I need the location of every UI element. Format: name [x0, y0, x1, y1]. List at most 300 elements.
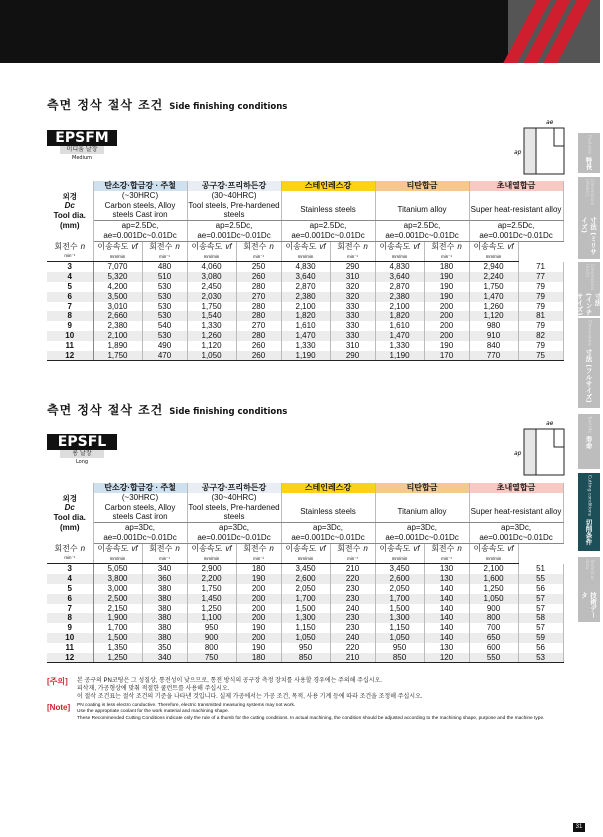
rpm-cell: 700 — [469, 623, 518, 633]
feed-cell: 75 — [518, 351, 563, 361]
tool-diameter-cell: 10 — [47, 633, 93, 643]
rpm-cell: 4,060 — [187, 262, 236, 272]
feed-cell: 290 — [330, 262, 375, 272]
column-unit: min⁻¹ — [159, 555, 170, 561]
feed-cell: 140 — [424, 584, 469, 594]
tool-diameter-cell: 6 — [47, 292, 93, 302]
column-label: 회전수 — [54, 241, 78, 251]
rpm-cell: 2,600 — [281, 574, 330, 584]
table-body — [47, 262, 563, 361]
rpm-cell: 2,870 — [281, 282, 330, 292]
feed-cell: 330 — [330, 311, 375, 321]
rpm-cell: 1,250 — [469, 584, 518, 594]
feed-cell: 380 — [142, 604, 187, 614]
note-line-en: Use the appropriate coolant for the work material and machining shape. — [77, 709, 229, 715]
depth-of-cut: ap=3Dc, ae=0.001Dc~0.01Dc — [187, 523, 281, 544]
column-symbol: n — [363, 241, 368, 251]
rpm-cell: 1,260 — [187, 331, 236, 341]
feed-cell: 79 — [518, 282, 563, 292]
column-symbol: vf — [507, 241, 514, 251]
feed-cell: 220 — [330, 574, 375, 584]
material-en: Stainless steels — [281, 503, 375, 523]
feed-cell: 190 — [424, 341, 469, 351]
feed-cell: 280 — [236, 311, 281, 321]
cutting-conditions-table-long — [47, 483, 564, 663]
rpm-cell: 1,750 — [93, 351, 142, 361]
tool-diameter-cell: 12 — [47, 351, 93, 361]
feed-cell: 140 — [424, 623, 469, 633]
feed-cell: 59 — [518, 633, 563, 643]
table-row — [47, 262, 563, 272]
side-tab[interactable] — [578, 473, 600, 551]
rpm-cell: 3,010 — [93, 302, 142, 312]
feed-cell: 540 — [142, 321, 187, 331]
rpm-cell: 900 — [187, 633, 236, 643]
feed-cell: 180 — [236, 564, 281, 574]
column-unit: min⁻¹ — [64, 253, 76, 259]
table-row — [47, 594, 563, 604]
tool-diameter-cell: 7 — [47, 604, 93, 614]
feed-column-header — [187, 241, 236, 262]
tool-diameter-cell: 4 — [47, 574, 93, 584]
feed-cell: 310 — [330, 341, 375, 351]
column-label: 이송속도 — [285, 543, 317, 553]
material-hrc — [281, 493, 375, 503]
column-symbol: n — [269, 543, 274, 553]
feed-cell: 140 — [424, 613, 469, 623]
material-header: 공구강·프리하든강 — [187, 181, 281, 191]
material-hrc — [375, 191, 469, 201]
column-label: 이송속도 — [473, 241, 505, 251]
tool-diameter-cell: 6 — [47, 594, 93, 604]
feed-cell: 190 — [236, 574, 281, 584]
rpm-cell: 910 — [469, 331, 518, 341]
feed-column-header — [375, 241, 424, 262]
column-label: 회전수 — [149, 543, 173, 553]
side-tab[interactable] — [578, 133, 600, 173]
depth-of-cut: ap=2.5Dc, ae=0.001Dc~0.01Dc — [93, 221, 187, 242]
feed-cell: 230 — [330, 613, 375, 623]
rpm-cell: 800 — [187, 643, 236, 653]
column-label: 이송속도 — [97, 543, 129, 553]
rpm-cell: 2,200 — [187, 574, 236, 584]
feed-cell: 240 — [330, 633, 375, 643]
feed-cell: 530 — [142, 331, 187, 341]
material-header: 티탄합금 — [375, 483, 469, 493]
rpm-cell: 950 — [187, 623, 236, 633]
rpm-column-header — [142, 543, 187, 564]
rpm-cell: 2,030 — [187, 292, 236, 302]
column-unit: min⁻¹ — [347, 555, 358, 561]
feed-cell: 350 — [142, 643, 187, 653]
feed-cell: 230 — [330, 594, 375, 604]
rpm-cell: 1,540 — [187, 311, 236, 321]
column-label: 회전수 — [431, 241, 455, 251]
side-tab-label: 技術データ — [580, 591, 597, 618]
dia-symbol: Dc — [64, 503, 75, 513]
dia-label-en: Tool dia. — [53, 513, 86, 523]
rpm-cell: 1,750 — [469, 282, 518, 292]
feed-cell: 280 — [236, 331, 281, 341]
feed-cell: 380 — [142, 623, 187, 633]
feed-cell: 200 — [424, 311, 469, 321]
rpm-cell: 1,150 — [281, 623, 330, 633]
feed-cell: 180 — [236, 653, 281, 663]
feed-cell: 140 — [424, 594, 469, 604]
model-name: EPSFM — [47, 130, 117, 146]
material-header: 탄소강·합금강 · 주철 — [93, 181, 187, 191]
feed-cell: 57 — [518, 594, 563, 604]
model-length-en: Long — [75, 459, 89, 465]
side-tab[interactable] — [575, 262, 602, 316]
column-label: 회전수 — [243, 241, 267, 251]
feed-cell: 82 — [518, 331, 563, 341]
column-label: 이송속도 — [191, 543, 223, 553]
column-label: 이송속도 — [379, 543, 411, 553]
feed-cell: 530 — [142, 292, 187, 302]
column-label: 회전수 — [243, 543, 267, 553]
tool-diameter-cell: 5 — [47, 584, 93, 594]
rpm-cell: 1,300 — [375, 613, 424, 623]
note-tag-kr: [주의] — [47, 677, 68, 686]
column-unit: min⁻¹ — [64, 555, 76, 561]
feed-cell: 340 — [142, 653, 187, 663]
column-label: 회전수 — [337, 543, 361, 553]
feed-cell: 380 — [142, 584, 187, 594]
depth-of-cut: ap=3Dc, ae=0.001Dc~0.01Dc — [375, 523, 469, 544]
table-row — [47, 341, 563, 351]
rpm-cell: 2,500 — [93, 594, 142, 604]
column-symbol: n — [457, 543, 462, 553]
rpm-cell: 1,150 — [375, 623, 424, 633]
tool-diameter-cell: 8 — [47, 311, 93, 321]
rpm-cell: 2,660 — [93, 311, 142, 321]
rpm-column-header — [142, 241, 187, 262]
rpm-column-header — [47, 241, 93, 262]
rpm-cell: 4,200 — [93, 282, 142, 292]
feed-cell: 200 — [236, 604, 281, 614]
rpm-cell: 1,330 — [375, 341, 424, 351]
feed-cell: 53 — [518, 653, 563, 663]
feed-cell: 290 — [330, 351, 375, 361]
model-badge — [47, 130, 117, 161]
rpm-cell: 550 — [469, 653, 518, 663]
side-tab-label-en: Dimensions (Inch) — [584, 264, 594, 291]
table-row — [47, 292, 563, 302]
rpm-cell: 1,330 — [187, 321, 236, 331]
depth-of-cut: ap=2.5Dc, ae=0.001Dc~0.01Dc — [469, 221, 563, 242]
column-unit: mm/min — [109, 555, 126, 561]
column-symbol: vf — [507, 543, 514, 553]
table-row — [47, 302, 563, 312]
feed-cell: 190 — [236, 623, 281, 633]
feed-column-header — [93, 241, 142, 262]
rpm-cell: 2,100 — [93, 331, 142, 341]
depth-of-cut: ap=3Dc, ae=0.001Dc~0.01Dc — [469, 523, 563, 544]
table-row — [47, 272, 563, 282]
column-symbol: n — [175, 241, 180, 251]
rpm-cell: 1,470 — [375, 331, 424, 341]
note-line-en: These Recommended Cutting Conditions indicate only the rule of a thumb for the cutting conditions. In actual machining, the condition should be adjusted according to the machining shape, purpose and the machine type. — [77, 715, 545, 721]
rpm-cell: 1,050 — [469, 594, 518, 604]
feed-cell: 380 — [142, 594, 187, 604]
depth-of-cut: ap=3Dc, ae=0.001Dc~0.01Dc — [281, 523, 375, 544]
dia-unit: (mm) — [59, 522, 80, 532]
feed-cell: 77 — [518, 272, 563, 282]
table-row — [47, 331, 563, 341]
feed-column-header — [93, 543, 142, 564]
feed-cell: 200 — [236, 584, 281, 594]
column-symbol: n — [269, 241, 274, 251]
material-en: Tool steels, Pre-hardened steels — [188, 200, 280, 220]
rpm-cell: 1,050 — [187, 351, 236, 361]
rpm-cell: 3,500 — [93, 292, 142, 302]
feed-cell: 340 — [142, 564, 187, 574]
material-en: Super heat-resistant alloy — [469, 201, 563, 221]
rpm-cell: 3,800 — [93, 574, 142, 584]
column-symbol: n — [175, 543, 180, 553]
column-label: 이송속도 — [97, 241, 129, 251]
side-tab-label: 寿命 — [584, 436, 593, 450]
side-cut-diagram-icon — [514, 118, 566, 176]
table-row — [47, 321, 563, 331]
material-header: 티탄합금 — [375, 181, 469, 191]
feed-cell: 240 — [330, 604, 375, 614]
rpm-cell: 1,450 — [187, 594, 236, 604]
rpm-cell: 1,190 — [375, 351, 424, 361]
rpm-cell: 2,100 — [469, 564, 518, 574]
rpm-cell: 840 — [469, 341, 518, 351]
dia-symbol: Dc — [64, 201, 75, 211]
feed-cell: 120 — [424, 653, 469, 663]
rpm-cell: 1,610 — [375, 321, 424, 331]
column-unit: mm/min — [203, 555, 220, 561]
dia-unit: (mm) — [59, 220, 80, 230]
side-tab[interactable] — [578, 318, 600, 408]
feed-column-header — [375, 543, 424, 564]
section-title — [47, 401, 287, 418]
feed-cell: 190 — [424, 272, 469, 282]
table-row — [47, 643, 563, 653]
side-tab-label-en: Dimensions — [586, 320, 592, 347]
svg-text:ae: ae — [546, 420, 554, 427]
column-unit: min⁻¹ — [253, 253, 264, 259]
rpm-cell: 1,600 — [469, 574, 518, 584]
feed-cell: 200 — [424, 331, 469, 341]
rpm-column-header — [236, 241, 281, 262]
feed-cell: 220 — [330, 643, 375, 653]
table-row — [47, 351, 563, 361]
rpm-cell: 1,900 — [93, 613, 142, 623]
rpm-cell: 2,900 — [187, 564, 236, 574]
column-label: 이송속도 — [379, 241, 411, 251]
rpm-cell: 1,330 — [281, 341, 330, 351]
tool-diameter-cell: 11 — [47, 341, 93, 351]
rpm-cell: 2,050 — [281, 584, 330, 594]
feed-cell: 130 — [424, 643, 469, 653]
feed-cell: 170 — [424, 351, 469, 361]
depth-of-cut: ap=2.5Dc, ae=0.001Dc~0.01Dc — [281, 221, 375, 242]
rpm-cell: 2,940 — [469, 262, 518, 272]
rpm-cell: 1,260 — [469, 302, 518, 312]
feed-cell: 79 — [518, 321, 563, 331]
note-line-kr: 이 절삭 조건표는 절삭 조건의 기준을 나타낸 것입니다. 실제 가공에서는 가공 조건, 목적, 사용 기계 등에 따라 조건을 조정해 주십시오. — [77, 694, 423, 700]
material-en: Titanium alloy — [375, 503, 469, 523]
rpm-cell: 1,820 — [281, 311, 330, 321]
side-tab[interactable] — [578, 414, 600, 469]
material-en: Carbon steels, Alloy steels Cast iron — [93, 201, 187, 221]
feed-cell: 470 — [142, 351, 187, 361]
rpm-cell: 2,380 — [93, 321, 142, 331]
rpm-column-header — [236, 543, 281, 564]
section-title-kr: 측면 정삭 절삭 조건 — [47, 403, 164, 417]
rpm-cell: 2,870 — [375, 282, 424, 292]
cutting-conditions-table-medium — [47, 181, 564, 361]
model-badge — [47, 434, 117, 465]
feed-cell: 130 — [424, 574, 469, 584]
feed-cell: 250 — [236, 262, 281, 272]
rpm-cell: 2,100 — [281, 302, 330, 312]
feed-cell: 330 — [330, 331, 375, 341]
rpm-cell: 1,190 — [281, 351, 330, 361]
feed-cell: 230 — [330, 623, 375, 633]
depth-of-cut: ap=2.5Dc, ae=0.001Dc~0.01Dc — [187, 221, 281, 242]
feed-cell: 55 — [518, 574, 563, 584]
tool-diameter-cell: 10 — [47, 331, 93, 341]
table-row — [47, 564, 563, 574]
column-unit: mm/min — [391, 253, 408, 259]
page-number: 31 — [573, 823, 585, 832]
tool-diameter-cell: 12 — [47, 653, 93, 663]
feed-cell: 56 — [518, 584, 563, 594]
material-en: Carbon steels, Alloy steels Cast iron — [93, 503, 187, 523]
model-name: EPSFL — [47, 434, 117, 450]
feed-cell: 200 — [424, 302, 469, 312]
side-tab-label: 寸法 (フルサイズ) — [584, 349, 593, 403]
material-en: Tool steels, Pre-hardened steels — [188, 502, 280, 522]
tool-diameter-cell: 4 — [47, 272, 93, 282]
table-row — [47, 584, 563, 594]
rpm-cell: 1,050 — [375, 633, 424, 643]
feed-cell: 56 — [518, 643, 563, 653]
feed-cell: 490 — [142, 341, 187, 351]
column-label: 이송속도 — [285, 241, 317, 251]
side-tab[interactable] — [578, 177, 600, 259]
column-label: 회전수 — [149, 241, 173, 251]
rpm-cell: 1,500 — [375, 604, 424, 614]
feed-column-header — [281, 543, 330, 564]
rpm-cell: 1,610 — [281, 321, 330, 331]
model-length-en: Medium — [72, 155, 92, 161]
rpm-cell: 800 — [469, 613, 518, 623]
tool-diameter-cell: 3 — [47, 262, 93, 272]
side-tab-label-en: Dimensions (Metric) — [584, 179, 594, 206]
material-hrc: (30~40HRC) — [187, 493, 281, 503]
feed-column-header — [469, 543, 518, 564]
rpm-cell: 2,380 — [281, 292, 330, 302]
tool-diameter-cell: 8 — [47, 613, 93, 623]
column-label: 이송속도 — [191, 241, 223, 251]
feed-cell: 58 — [518, 613, 563, 623]
feed-cell: 310 — [330, 272, 375, 282]
column-unit: mm/min — [391, 555, 408, 561]
feed-cell: 140 — [424, 633, 469, 643]
rpm-cell: 3,000 — [93, 584, 142, 594]
rpm-cell: 1,100 — [187, 613, 236, 623]
rpm-column-header — [424, 543, 469, 564]
rpm-cell: 3,640 — [281, 272, 330, 282]
column-symbol: vf — [319, 241, 326, 251]
feed-cell: 210 — [330, 653, 375, 663]
dia-label-en: Tool dia. — [53, 211, 86, 221]
feed-cell: 190 — [424, 282, 469, 292]
rpm-cell: 4,830 — [281, 262, 330, 272]
side-tab[interactable] — [578, 557, 600, 622]
feed-cell: 530 — [142, 311, 187, 321]
table-row — [47, 311, 563, 321]
feed-cell: 130 — [424, 564, 469, 574]
feed-cell: 330 — [330, 321, 375, 331]
note-line-kr: 피삭재, 가공형상에 맞춰 적절한 쿨런트를 사용해 주십시오. — [77, 686, 230, 692]
material-header: 스테인레스강 — [281, 181, 375, 191]
feed-cell: 530 — [142, 302, 187, 312]
model-length-kr: 롱 날장 — [60, 450, 104, 458]
feed-cell: 71 — [518, 262, 563, 272]
feed-cell: 200 — [424, 321, 469, 331]
material-header: 초내열합금 — [469, 181, 563, 191]
feed-cell: 280 — [236, 282, 281, 292]
rpm-cell: 1,300 — [281, 613, 330, 623]
feed-cell: 270 — [236, 292, 281, 302]
material-header: 초내열합금 — [469, 483, 563, 493]
rpm-cell: 1,120 — [187, 341, 236, 351]
rpm-column-header — [330, 543, 375, 564]
table-row — [47, 282, 563, 292]
depth-of-cut: ap=2.5Dc, ae=0.001Dc~0.01Dc — [375, 221, 469, 242]
column-unit: mm/min — [485, 555, 502, 561]
rpm-cell: 2,100 — [375, 302, 424, 312]
table-row — [47, 604, 563, 614]
material-header: 탄소강·합금강 · 주철 — [93, 483, 187, 493]
rpm-cell: 1,750 — [187, 302, 236, 312]
column-units-row — [47, 241, 563, 262]
column-symbol: vf — [225, 241, 232, 251]
dia-label-kr: 외경 — [62, 191, 77, 201]
rpm-cell: 600 — [469, 643, 518, 653]
feed-cell: 260 — [236, 341, 281, 351]
feed-cell: 330 — [330, 302, 375, 312]
rpm-cell: 1,470 — [281, 331, 330, 341]
feed-column-header — [281, 241, 330, 262]
dia-label-kr: 외경 — [62, 493, 77, 503]
rpm-cell: 1,120 — [469, 311, 518, 321]
rpm-cell: 1,890 — [93, 341, 142, 351]
rpm-cell: 950 — [281, 643, 330, 653]
table-body — [47, 564, 563, 663]
feed-cell: 210 — [330, 564, 375, 574]
rpm-cell: 1,050 — [281, 633, 330, 643]
feed-column-header — [187, 543, 236, 564]
rpm-cell: 950 — [375, 643, 424, 653]
section-title-kr: 측면 정삭 절삭 조건 — [47, 98, 164, 112]
rpm-cell: 1,700 — [281, 594, 330, 604]
column-label: 회전수 — [431, 543, 455, 553]
feed-cell: 380 — [142, 633, 187, 643]
column-symbol: vf — [413, 543, 420, 553]
material-hrc: (~30HRC) — [93, 191, 187, 201]
rpm-cell: 900 — [469, 604, 518, 614]
rpm-cell: 5,050 — [93, 564, 142, 574]
